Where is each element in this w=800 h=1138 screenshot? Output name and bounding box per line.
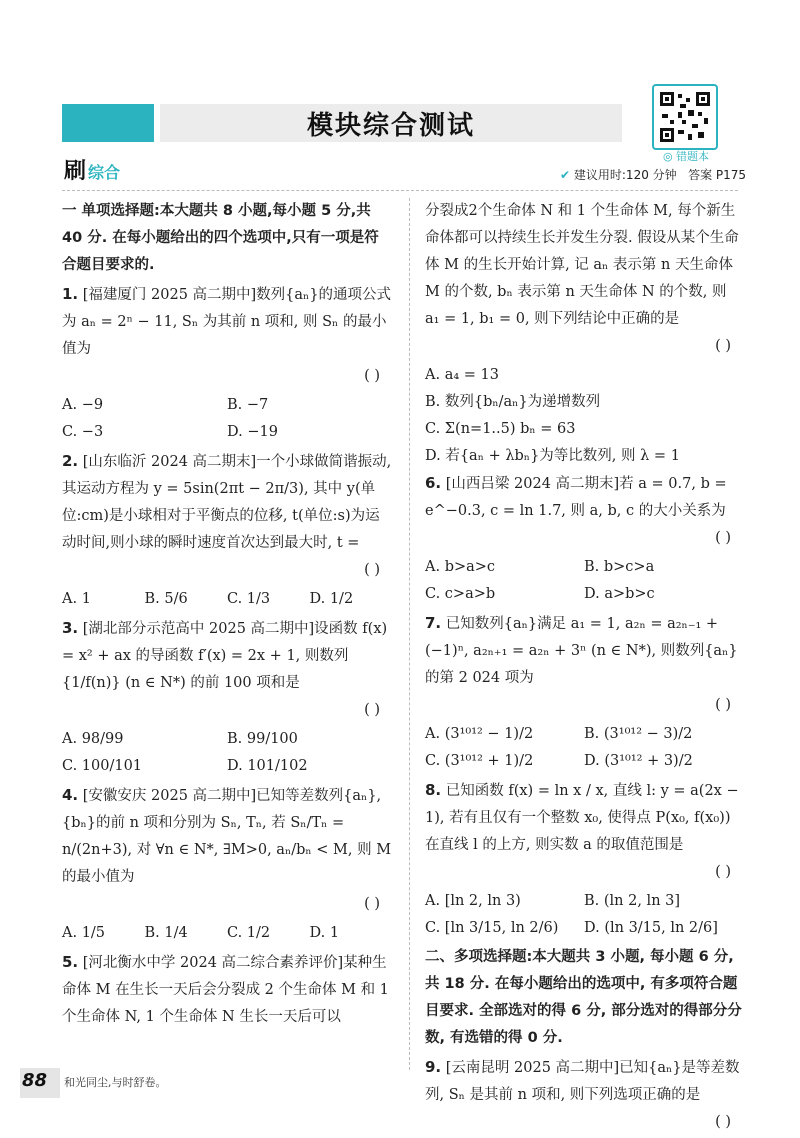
qr-label <box>648 148 724 164</box>
answer-blank[interactable]: ( ) <box>364 562 380 578</box>
question-text: 已知数列{aₙ}满足 a₁ = 1, a₂ₙ = a₂ₙ₋₁ + (−1)ⁿ, a₂ₙ₊₁ = a₂ₙ + 3ⁿ (n ∈ N*), 则数列{aₙ}的第 2 024 项为 <box>425 616 738 686</box>
option-a[interactable]: A. [ln 2, ln 3) <box>425 893 521 909</box>
answer-blank[interactable]: ( ) <box>715 338 731 354</box>
answer-blank[interactable]: ( ) <box>364 896 380 912</box>
option-d[interactable]: D. 101/102 <box>227 758 308 774</box>
question-number: 2. <box>62 452 79 470</box>
question-text: [安徽安庆 2025 高二期中]已知等差数列{aₙ}, {bₙ}的前 n 项和分别为 Sₙ, Tₙ, 若 Sₙ/Tₙ = n/(2n+3), 对 ∀n ∈ N*, ∃M>0, aₙ/bₙ < M, 则 M 的最小值为 <box>62 788 392 885</box>
question-8 <box>425 777 743 886</box>
question-8-options <box>425 888 743 942</box>
option-d[interactable]: D. a>b>c <box>584 586 655 602</box>
option-d[interactable]: D. 若{aₙ + λbₙ}为等比数列, 则 λ = 1 <box>425 448 680 464</box>
option-c[interactable]: C. −3 <box>62 424 104 440</box>
question-6-options <box>425 554 743 608</box>
check-icon: ✔ <box>560 168 571 182</box>
option-b[interactable]: B. −7 <box>227 397 269 413</box>
title-banner <box>160 104 622 142</box>
question-text: [山西吕梁 2024 高二期末]若 a = 0.7, b = e^−0.3, c = ln 1.7, 则 a, b, c 的大小关系为 <box>425 476 727 519</box>
question-number: 5. <box>62 953 79 971</box>
option-b[interactable]: B. 1/4 <box>144 925 188 941</box>
question-text: [湖北部分示范高中 2025 高二期中]设函数 f(x) = x² + ax 的导函数 f′(x) = 2x + 1, 则数列 {1/f(n)} (n ∈ N*) 的前 100 项和是 <box>62 621 388 691</box>
option-c[interactable]: C. (3¹⁰¹² + 1)/2 <box>425 753 534 769</box>
option-a[interactable]: A. a₄ = 13 <box>425 367 499 383</box>
page-number: 88 <box>22 1070 48 1091</box>
option-c[interactable]: C. 100/101 <box>62 758 143 774</box>
option-c[interactable]: C. 1/2 <box>227 925 271 941</box>
option-d[interactable]: D. (ln 3/15, ln 2/6] <box>584 920 718 936</box>
page-title: 模块综合测试 <box>306 110 475 141</box>
question-text: [福建厦门 2025 高二期中]数列{aₙ}的通项公式为 aₙ = 2ⁿ − 11, Sₙ 为其前 n 项和, 则 Sₙ 的最小值为 <box>62 287 392 357</box>
qr-label-text: 错题本 <box>676 150 710 163</box>
option-c[interactable]: C. c>a>b <box>425 586 496 602</box>
answer-blank[interactable]: ( ) <box>715 864 731 880</box>
left-column <box>62 198 392 1033</box>
option-a[interactable]: A. 1/5 <box>62 925 106 941</box>
option-c[interactable]: C. 1/3 <box>227 591 271 607</box>
question-6 <box>425 470 743 552</box>
question-1-options <box>62 392 392 446</box>
question-number: 4. <box>62 786 79 804</box>
column-divider <box>409 198 410 1070</box>
option-d[interactable]: D. 1 <box>309 925 340 941</box>
question-7 <box>425 610 743 719</box>
option-b[interactable]: B. (3¹⁰¹² − 3)/2 <box>584 726 693 742</box>
question-4-options <box>62 920 392 947</box>
answer-blank[interactable]: ( ) <box>715 697 731 713</box>
question-number: 3. <box>62 619 79 637</box>
question-9 <box>425 1054 743 1136</box>
option-b[interactable]: B. 99/100 <box>227 731 298 747</box>
question-4 <box>62 782 392 918</box>
option-d[interactable]: D. (3¹⁰¹² + 3)/2 <box>584 753 693 769</box>
test-meta <box>560 166 746 183</box>
question-number: 7. <box>425 614 442 632</box>
question-5-continued <box>425 198 743 360</box>
question-2 <box>62 448 392 584</box>
header-divider <box>62 190 738 191</box>
question-number: 1. <box>62 285 79 303</box>
option-c[interactable]: C. [ln 3/15, ln 2/6) <box>425 920 559 936</box>
question-number: 8. <box>425 781 442 799</box>
wrong-book-icon: ◎ <box>662 150 673 163</box>
header-accent-bar <box>62 104 154 142</box>
suggested-time: 建议用时:120 分钟 <box>573 168 677 182</box>
question-5 <box>62 949 392 1031</box>
option-a[interactable]: A. (3¹⁰¹² − 1)/2 <box>425 726 534 742</box>
question-3-options <box>62 726 392 780</box>
answer-blank[interactable]: ( ) <box>364 368 380 384</box>
option-a[interactable]: A. 98/99 <box>62 731 124 747</box>
answer-blank[interactable]: ( ) <box>715 1114 731 1130</box>
option-b[interactable]: B. 5/6 <box>144 591 188 607</box>
question-2-options <box>62 586 392 613</box>
option-b[interactable]: B. b>c>a <box>584 559 655 575</box>
question-1 <box>62 281 392 390</box>
question-7-options <box>425 721 743 775</box>
question-number: 6. <box>425 474 442 492</box>
option-a[interactable]: A. −9 <box>62 397 104 413</box>
qr-code[interactable] <box>652 84 718 150</box>
option-b[interactable]: B. (ln 2, ln 3] <box>584 893 681 909</box>
question-text: 分裂成2个生命体 N 和 1 个生命体 M, 每个新生命体都可以持续生长并发生分裂. 假设从某个生命体 M 的生长开始计算, 记 aₙ 表示第 n 天生命体 M 的个数, bₙ 表示第 n 天生命体 N 的个数, 则 a₁ = 1, b₁ = 0, 则下列结论中正确的是 <box>425 203 739 327</box>
question-text: [云南昆明 2025 高二期中]已知{aₙ}是等差数列, Sₙ 是其前 n 项和, 则下列选项正确的是 <box>425 1060 740 1103</box>
section-1-heading: 一 单项选择题:本大题共 8 小题,每小题 5 分,共 40 分. 在每小题给出的四个选项中,只有一项是符合题目要求的. <box>62 203 379 273</box>
question-text: [河北衡水中学 2024 高二综合素养评价]某种生命体 M 在生长一天后会分裂成 2 个生命体 M 和 1 个生命体 N, 1 个生命体 N 生长一天后可以 <box>62 955 389 1025</box>
option-a[interactable]: A. 1 <box>62 591 91 607</box>
option-b[interactable]: B. 数列{bₙ/aₙ}为递增数列 <box>425 394 601 410</box>
option-d[interactable]: D. 1/2 <box>309 591 354 607</box>
option-c[interactable]: C. Σ(n=1..5) bₙ = 63 <box>425 421 576 437</box>
option-d[interactable]: D. −19 <box>227 424 278 440</box>
question-number: 9. <box>425 1058 442 1076</box>
right-column <box>425 198 743 1138</box>
answer-blank[interactable]: ( ) <box>715 530 731 546</box>
question-3 <box>62 615 392 724</box>
question-text: [山东临沂 2024 高二期末]一个小球做简谐振动,其运动方程为 y = 5sin(2πt − 2π/3), 其中 y(单位:cm)是小球相对于平衡点的位移, t(单位:s)为运动时间,则小球的瞬时速度首次达到最大时, t = <box>62 454 392 551</box>
section-2-heading: 二、多项选择题:本大题共 3 小题, 每小题 6 分, 共 18 分. 在每小题给出的选项中, 有多项符合题目要求. 全部选对的得 6 分, 部分选对的得部分分数, 有选错的得 0 分. <box>425 949 742 1046</box>
answer-blank[interactable]: ( ) <box>364 702 380 718</box>
brand-sub: 综合 <box>88 163 121 182</box>
section-brand <box>64 154 120 185</box>
answer-ref: 答案 P175 <box>688 168 747 182</box>
question-text: 已知函数 f(x) = ln x / x, 直线 l: y = a(2x − 1), 若有且仅有一个整数 x₀, 使得点 P(x₀, f(x₀)) 在直线 l 的上方, 则实数 a 的取值范围是 <box>425 783 739 853</box>
qr-code-icon <box>658 90 712 144</box>
brand-main: 刷 <box>64 159 87 184</box>
footer-motto: 和光同尘,与时舒卷。 <box>64 1076 167 1089</box>
question-5-options <box>425 362 743 470</box>
option-a[interactable]: A. b>a>c <box>425 559 496 575</box>
